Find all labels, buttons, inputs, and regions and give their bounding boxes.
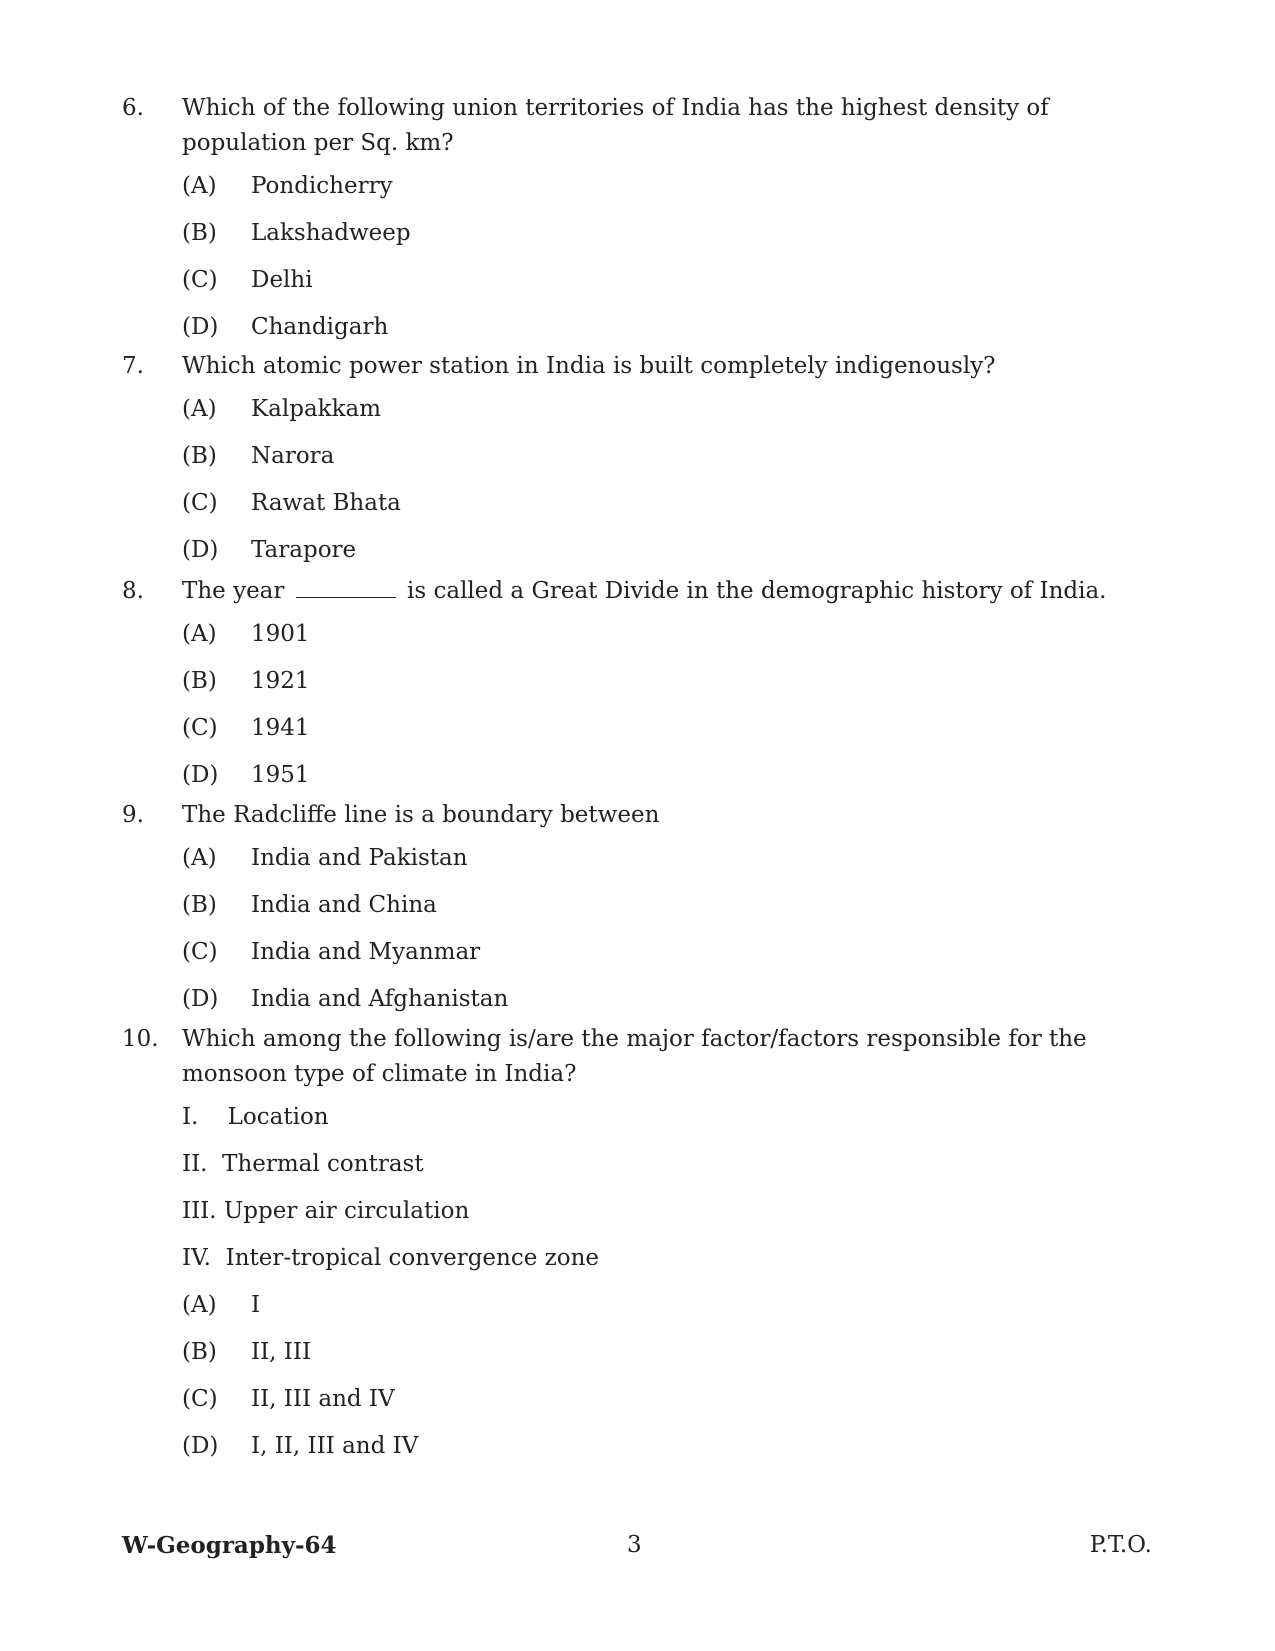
option-text: India and China [251, 892, 437, 918]
option-label: (D) [182, 314, 219, 340]
question-10 [122, 1022, 1152, 1478]
option-c [182, 265, 1152, 312]
please-turn-over: P.T.O. [1089, 1532, 1152, 1558]
option-text: Chandigarh [251, 314, 389, 340]
option-text: Narora [251, 443, 335, 469]
option-text: India and Pakistan [251, 845, 468, 871]
question-number: 8. [122, 578, 144, 604]
question-stem [122, 574, 1152, 609]
option-label: (A) [182, 396, 217, 422]
question-stem [122, 798, 1152, 833]
statement-3: III. Upper air circulation [182, 1198, 470, 1224]
option-label: (C) [182, 939, 218, 965]
question-stem [122, 349, 1152, 384]
question-stem [122, 91, 1152, 161]
option-label: (A) [182, 173, 217, 199]
option-text: 1921 [251, 668, 310, 694]
option-b [182, 666, 1152, 713]
question-8 [122, 574, 1152, 807]
option-label: (D) [182, 537, 219, 563]
fill-in-blank [296, 577, 396, 598]
question-text: The Radcliffe line is a boundary between [182, 802, 660, 828]
option-label: (A) [182, 621, 217, 647]
statement-2: II. Thermal contrast [182, 1151, 424, 1177]
option-label: (B) [182, 1339, 217, 1365]
option-label: (D) [182, 1433, 219, 1459]
option-label: (C) [182, 715, 218, 741]
statement-1: I. Location [182, 1104, 329, 1130]
option-c [182, 713, 1152, 760]
question-number: 9. [122, 802, 144, 828]
page-footer [122, 1532, 1152, 1564]
option-c [182, 937, 1152, 984]
question-number: 6. [122, 95, 144, 121]
option-text: Rawat Bhata [251, 490, 401, 516]
question-stem [122, 1022, 1152, 1092]
options-list [182, 171, 1152, 359]
option-c [182, 488, 1152, 535]
option-a [182, 619, 1152, 666]
option-label: (C) [182, 267, 218, 293]
option-text: I, II, III and IV [251, 1433, 419, 1459]
question-number: 10. [122, 1026, 159, 1052]
options-list [182, 619, 1152, 807]
question-number: 7. [122, 353, 144, 379]
option-text: 1901 [251, 621, 310, 647]
option-a [182, 843, 1152, 890]
question-7 [122, 349, 1152, 582]
option-text: Pondicherry [251, 173, 393, 199]
options-list [182, 1290, 1152, 1478]
option-b [182, 218, 1152, 265]
option-text: India and Myanmar [251, 939, 481, 965]
option-label: (B) [182, 220, 217, 246]
option-text: II, III [251, 1339, 312, 1365]
option-text: 1941 [251, 715, 310, 741]
option-label: (D) [182, 762, 219, 788]
option-text: II, III and IV [251, 1386, 395, 1412]
question-text: Which atomic power station in India is built completely indigenously? [182, 353, 996, 379]
question-text-before-blank: The year [182, 578, 285, 604]
question-text [182, 574, 1152, 609]
option-label: (A) [182, 845, 217, 871]
option-a [182, 1290, 1152, 1337]
question-text: Which among the following is/are the major factor/factors responsible for the monsoon type of climate in India? [182, 1026, 1087, 1087]
option-b [182, 890, 1152, 937]
paper-code: W-Geography-64 [122, 1532, 337, 1559]
option-label: (D) [182, 986, 219, 1012]
option-d [182, 1431, 1152, 1478]
option-label: (B) [182, 668, 217, 694]
statements-list [182, 1102, 1152, 1290]
option-text: Delhi [251, 267, 313, 293]
option-label: (B) [182, 892, 217, 918]
option-label: (C) [182, 490, 218, 516]
option-text: Tarapore [251, 537, 357, 563]
question-9 [122, 798, 1152, 1031]
option-label: (C) [182, 1386, 218, 1412]
statement-4: IV. Inter-tropical convergence zone [182, 1245, 600, 1271]
option-c [182, 1384, 1152, 1431]
question-text: Which of the following union territories of India has the highest density of population per Sq. km? [182, 95, 1049, 156]
option-text: Kalpakkam [251, 396, 382, 422]
option-b [182, 1337, 1152, 1384]
option-b [182, 441, 1152, 488]
option-a [182, 171, 1152, 218]
option-text: Lakshadweep [251, 220, 411, 246]
option-a [182, 394, 1152, 441]
options-list [182, 843, 1152, 1031]
option-text: 1951 [251, 762, 310, 788]
option-label: (B) [182, 443, 217, 469]
option-label: (A) [182, 1292, 217, 1318]
question-text-after-blank: is called a Great Divide in the demographic history of India. [407, 578, 1107, 604]
page-number: 3 [627, 1532, 642, 1558]
option-text: India and Afghanistan [251, 986, 509, 1012]
option-text: I [251, 1292, 261, 1318]
options-list [182, 394, 1152, 582]
question-6 [122, 91, 1152, 359]
